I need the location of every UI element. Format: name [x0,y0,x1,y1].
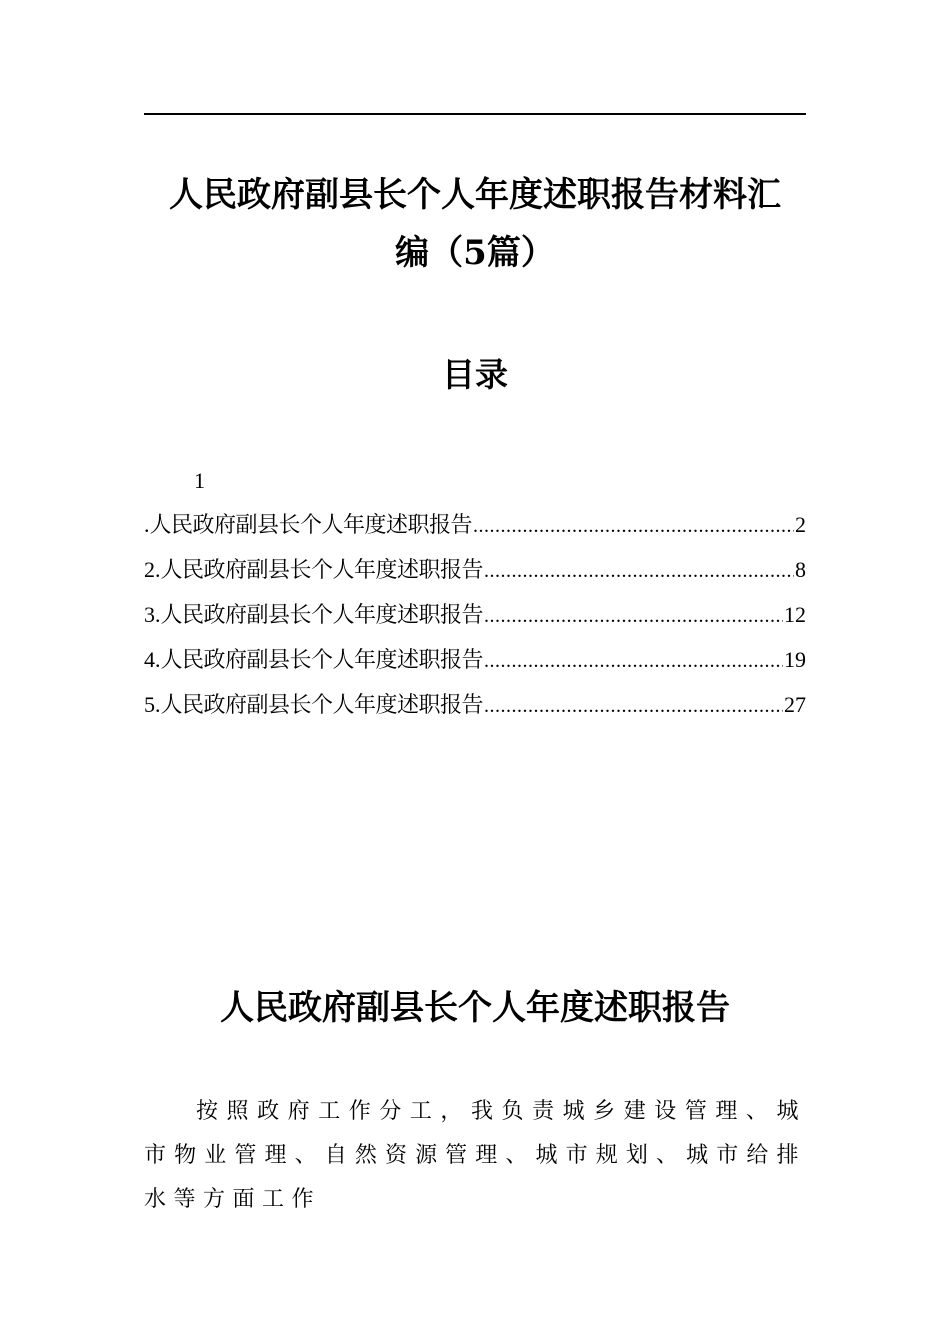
toc-entry-1[interactable] [144,510,806,555]
toc-entry-page: 2 [795,512,806,537]
toc-entry-number: 5. [144,692,161,717]
toc-entry-number: . [144,512,150,537]
document-title-line-2: 编（5篇） [395,233,555,273]
section-title: 人民政府副县长个人年度述职报告 [220,988,730,1028]
toc-entry-title: 人民政府副县长个人年度述职报告 [160,603,484,628]
toc-entry-page: 8 [795,557,806,582]
table-of-contents [144,510,806,735]
toc-entry-page: 19 [784,647,806,672]
toc-entry-page: 12 [784,602,806,627]
document-title-line-1: 人民政府副县长个人年度述职报告材料汇 [169,175,781,215]
toc-entry-number: 4. [144,647,161,672]
toc-entry-number: 2. [144,557,161,582]
toc-entry-title: 人民政府副县长个人年度述职报告 [160,558,484,583]
toc-entry-number: 3. [144,602,161,627]
section-paragraph: 按照政府工作分工，我负责城乡建设管理、城市物业管理、自然资源管理、城市规划、城市给排水等方面工作 [144,1099,806,1212]
header-rule [144,113,806,115]
toc-lead-number: 1 [194,468,205,493]
toc-dot-leader [484,556,794,586]
toc-dot-leader [473,511,794,541]
toc-entry-title: 人民政府副县长个人年度述职报告 [149,513,473,538]
document-title [150,166,800,282]
toc-entry-3[interactable] [144,600,806,645]
toc-entry-2[interactable] [144,555,806,600]
toc-entry-4[interactable] [144,645,806,690]
toc-dot-leader [484,646,783,676]
toc-dot-leader [484,691,783,721]
toc-entry-title: 人民政府副县长个人年度述职报告 [160,693,484,718]
toc-heading: 目录 [442,355,508,394]
toc-entry-title: 人民政府副县长个人年度述职报告 [160,648,484,673]
toc-entry-page: 27 [784,692,806,717]
toc-dot-leader [484,601,783,631]
toc-entry-5[interactable] [144,690,806,735]
